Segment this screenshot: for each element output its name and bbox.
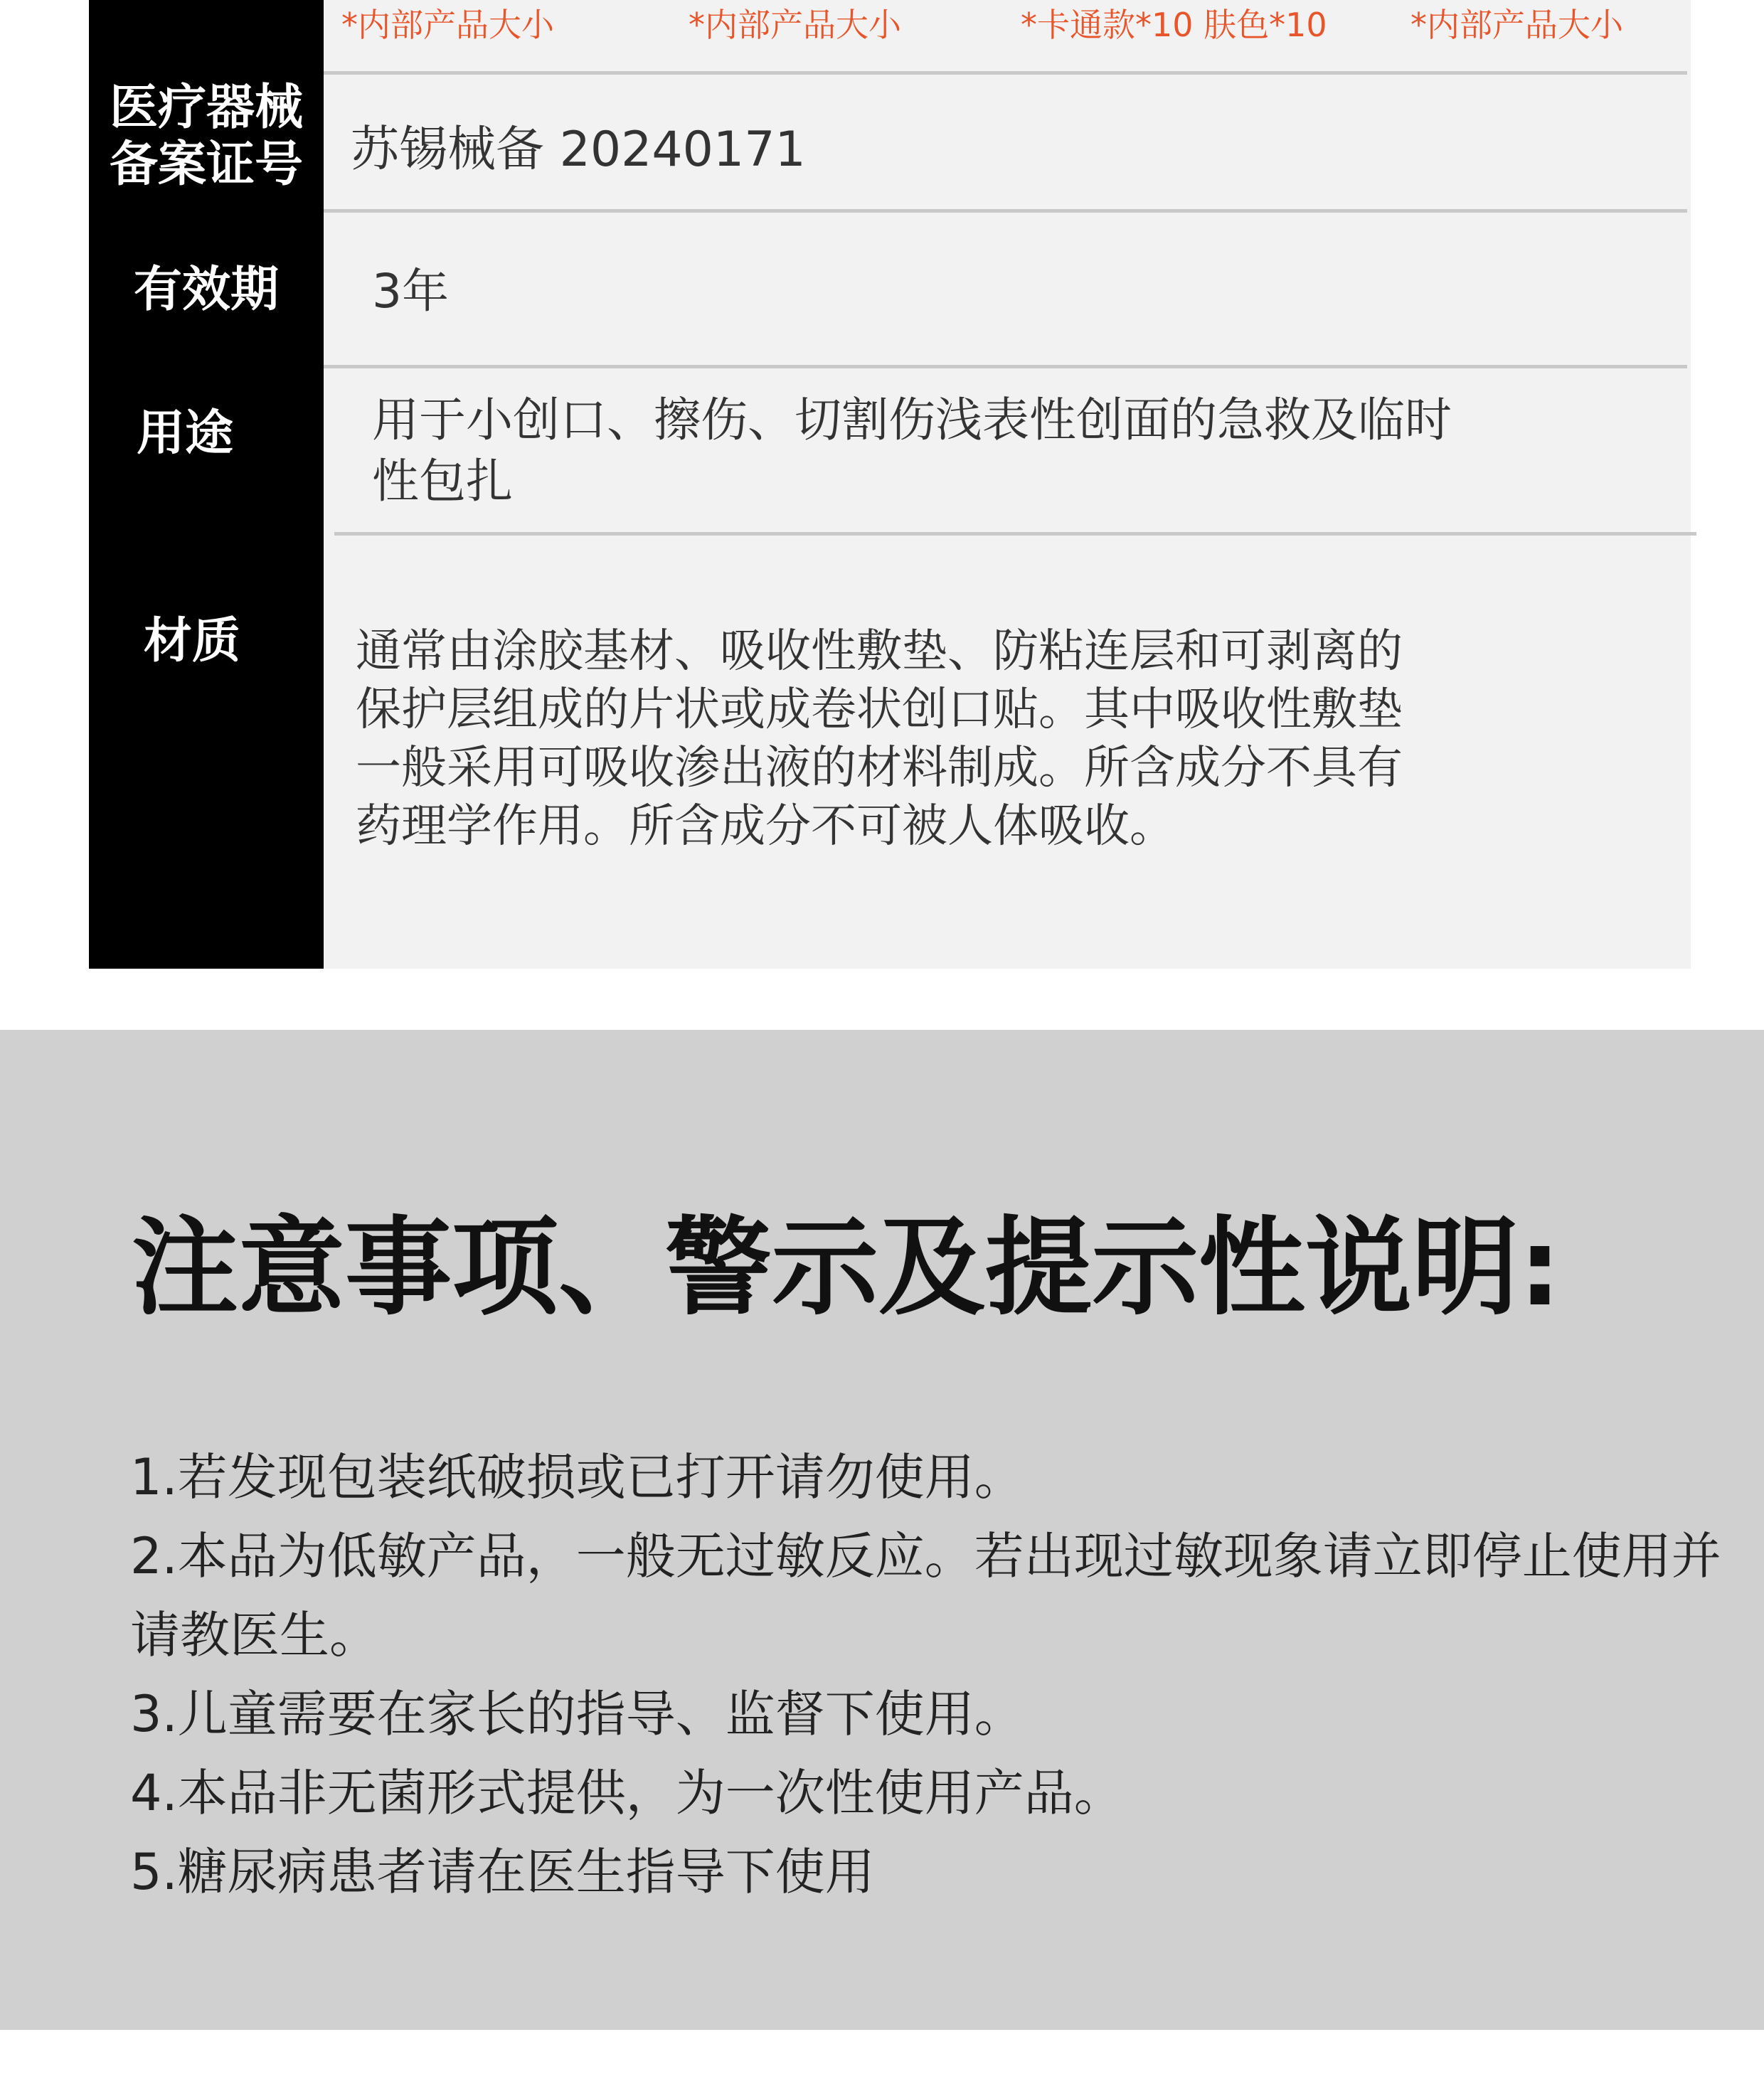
label-registration: 医疗器械 备案证号 xyxy=(109,80,303,193)
label-validity: 有效期 xyxy=(133,262,279,318)
registration-value: 苏锡械备 20240171 xyxy=(351,122,806,178)
label-material: 材质 xyxy=(143,613,240,669)
variant-label: *内部产品大小 xyxy=(689,6,901,44)
notice-item: 3.儿童需要在家长的指导、监督下使用。 xyxy=(130,1685,1024,1743)
notice-item: 1.若发现包装纸破损或已打开请勿使用。 xyxy=(130,1448,1024,1506)
variant-label: *内部产品大小 xyxy=(1410,6,1623,44)
notice-item: 4.本品非无菌形式提供，为一次性使用产品。 xyxy=(130,1764,1124,1822)
label-usage: 用途 xyxy=(136,405,233,462)
row-divider xyxy=(324,209,1687,213)
material-value: 通常由涂胶基材、吸收性敷垫、防粘连层和可剥离的 保护层组成的片状或成卷状创口贴。其中吸收性敷垫 一般采用可吸收渗出液的材料制成。所含成分不具有 药理学作用。所含成分不可被人体吸收。 xyxy=(356,625,1403,853)
notice-item: 5.糖尿病患者请在医生指导下使用 xyxy=(130,1843,875,1901)
usage-value: 用于小创口、擦伤、切割伤浅表性创面的急救及临时 性包扎 xyxy=(372,393,1452,509)
notice-list xyxy=(130,1438,1723,1912)
variant-label: *内部产品大小 xyxy=(341,6,554,44)
notice-item: 2.本品为低敏产品，一般无过敏反应。若出现过敏现象请立即停止使用并请教医生。 xyxy=(130,1527,1721,1664)
notice-title: 注意事项、警示及提示性说明: xyxy=(132,1206,1561,1330)
row-divider xyxy=(324,71,1687,75)
spec-table xyxy=(89,0,1691,969)
notice-section xyxy=(0,1030,1764,2030)
label-column xyxy=(89,0,324,969)
validity-value: 3年 xyxy=(372,264,449,319)
variant-label: *卡通款*10 肤色*10 xyxy=(1021,6,1327,44)
row-divider xyxy=(334,532,1696,536)
row-divider xyxy=(324,365,1687,368)
